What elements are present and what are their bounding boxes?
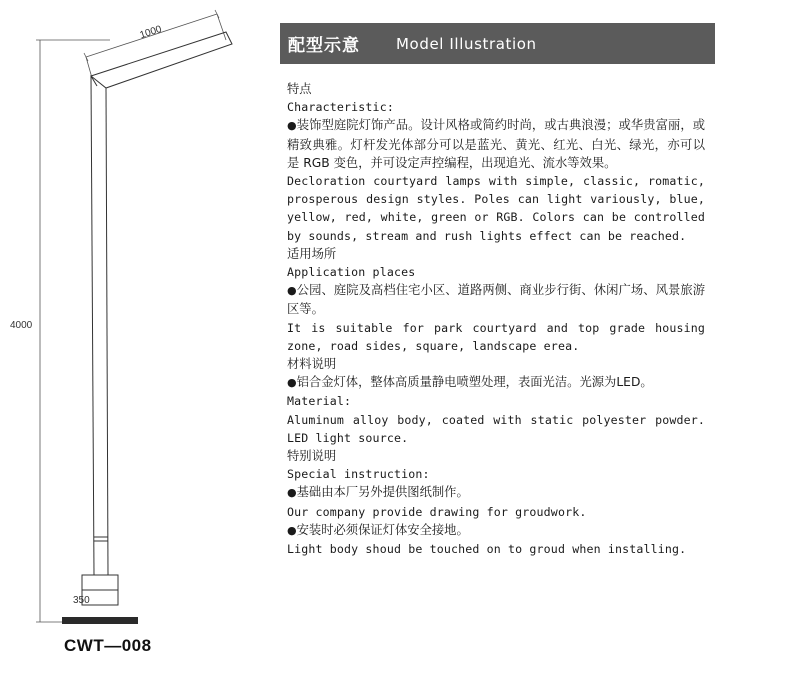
special-heading-en: Special instruction:	[287, 467, 430, 482]
special-text2-en: Light body shoud be touched on to groud when installing.	[287, 542, 687, 557]
characteristic-heading-en: Characteristic:	[287, 100, 394, 115]
header-title-zh: 配型示意	[288, 36, 360, 56]
dimension-line-top	[84, 10, 226, 78]
lamp-pole	[91, 76, 108, 575]
special-text1-zh-body: 基础由本厂另外提供图纸制作。	[296, 485, 469, 500]
material-heading-en: Material:	[287, 394, 352, 409]
characteristic-heading-zh: 特点	[287, 82, 312, 96]
special-text2-zh	[287, 521, 705, 540]
characteristic-text-zh	[287, 116, 705, 172]
ground-plate	[62, 617, 138, 624]
description-text	[287, 80, 705, 558]
characteristic-text-en: Decloration courtyard lamps with simple, classic, romatic, prosperous design styles. Poles can light variously, blue, yellow, red, white, green or RGB. Colors can be controlled by sounds, stream and rush lights effect can be reached.	[287, 174, 705, 243]
special-text1-zh	[287, 483, 705, 502]
bullet-icon: ●	[287, 486, 297, 500]
material-text-zh-body: 铝合金灯体，整体高质量静电喷塑处理，表面光洁。光源为LED。	[296, 375, 653, 390]
lamp-technical-drawing	[0, 0, 260, 680]
application-text-en: It is suitable for park courtyard and top grade housing zone, road sides, square, landscape erea.	[287, 320, 705, 353]
application-text-zh	[287, 281, 705, 318]
bullet-icon: ●	[287, 119, 297, 133]
dim-label-top: 1000	[138, 23, 164, 42]
bullet-icon: ●	[287, 284, 297, 298]
material-text-zh	[287, 373, 705, 392]
bullet-icon: ●	[287, 376, 297, 390]
material-text-en: Aluminum alloy body, coated with static polyester powder. LED light source.	[287, 412, 705, 445]
section-header	[280, 23, 715, 64]
material-heading-zh: 材料说明	[287, 357, 337, 372]
lamp-arm	[91, 32, 232, 88]
dim-label-height: 4000	[10, 320, 33, 331]
application-text-zh-body: 公园、庭院及高档住宅小区、道路两侧、商业步行街、休闲广场、风景旅游区等。	[287, 283, 705, 317]
header-title-en: Model Illustration	[396, 34, 537, 53]
application-heading-en: Application places	[287, 265, 416, 280]
characteristic-text-zh-body: 装饰型庭院灯饰产品。设计风格或简约时尚，或古典浪漫；或华贵富丽，或精致典雅。灯杆发光体部分可以是蓝光、黄光、红光、白光、绿光，亦可以是 RGB 变色，并可设定声控编程，出现追光、流水等效果。	[287, 118, 705, 170]
dimension-line-height	[36, 40, 110, 622]
special-text2-zh-body: 安装时必须保证灯体安全接地。	[296, 522, 469, 537]
special-text1-en: Our company provide drawing for groudwork.	[287, 504, 587, 519]
bullet-icon: ●	[287, 523, 297, 537]
special-heading-zh: 特别说明	[287, 449, 337, 464]
application-heading-zh: 适用场所	[287, 246, 337, 261]
model-code: CWT—008	[64, 636, 152, 655]
dim-label-base: 350	[73, 595, 90, 606]
